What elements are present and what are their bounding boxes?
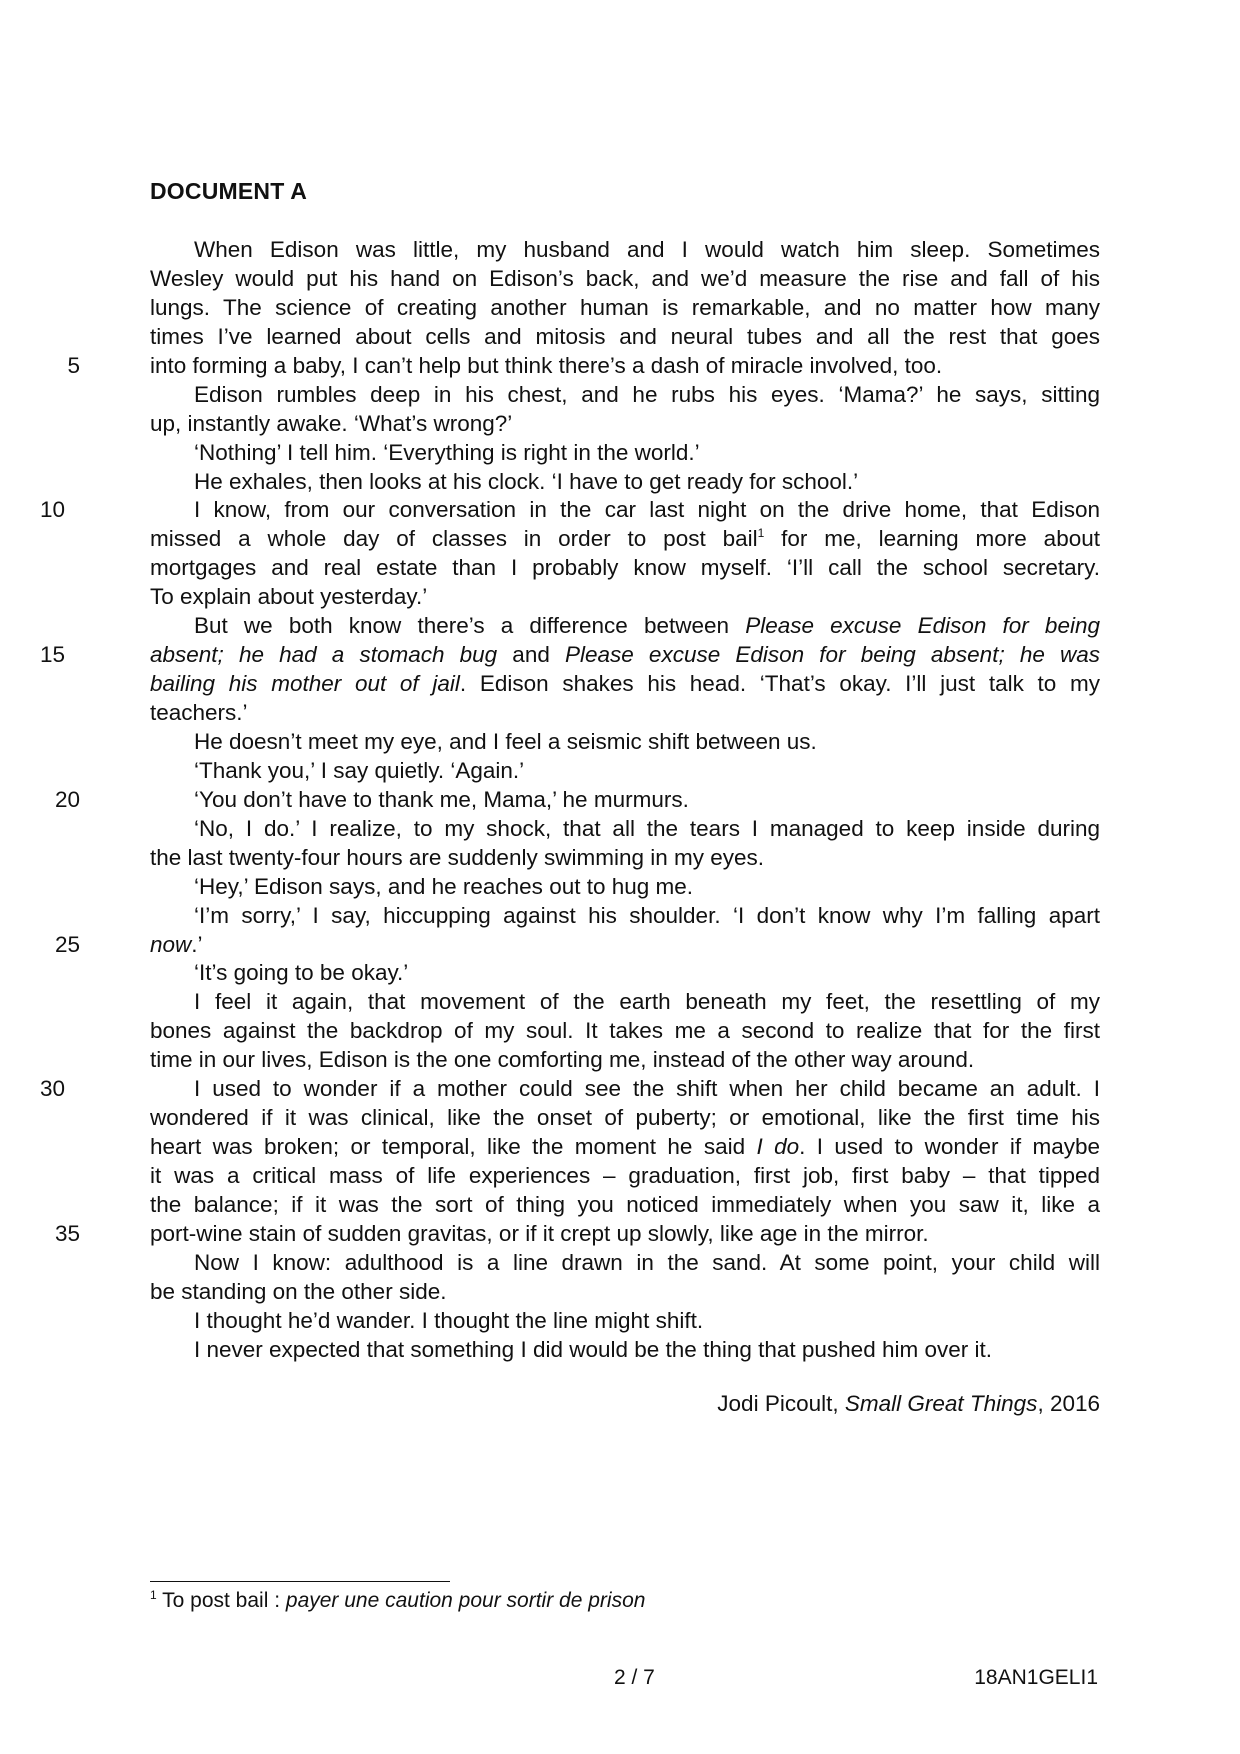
text-line: ‘I’m sorry,’ I say, hiccupping against his shoulder. ‘I don’t know why I’m falling apart [194,902,1100,928]
text-line: ‘It’s going to be okay.’ [194,960,409,986]
text-line: ‘Thank you,’ I say quietly. ‘Again.’ [194,757,525,783]
footnote: $^1$ To post bail : payer une caution pour sortir de prison [150,1588,646,1612]
text-line: up, instantly awake. ‘What’s wrong?’ [150,410,513,436]
text-line: 25 now.’ [150,931,1100,960]
text-line: I feel it again, that movement of the earth beneath my feet, the resettling of my [194,989,1100,1015]
text-line: He exhales, then looks at his clock. ‘I have to get ready for school.’ [194,468,859,494]
passage-text [40,236,1101,1365]
text-line: 35 port-wine stain of sudden gravitas, or if it crept up slowly, like age in the mirror. [150,1220,1100,1249]
text-line: the last twenty-four hours are suddenly swimming in my eyes. [150,844,765,870]
document-title: DOCUMENT A [150,178,308,204]
line-number: 30 [40,1076,66,1102]
text-line: lungs. The science of creating another human is remarkable, and no matter how many [150,294,1100,320]
text-line: 5 into forming a baby, I can’t help but think there’s a dash of miracle involved, too. [150,352,1100,381]
text-line: the balance; if it was the sort of thing you noticed immediately when you saw it, like a [150,1191,1100,1217]
footnote-divider [150,1581,450,1582]
text-line: ‘Nothing’ I tell him. ‘Everything is right in the world.’ [194,439,700,465]
text-line: When Edison was little, my husband and I would watch him sleep. Sometimes [194,237,1100,262]
text-line: I never expected that something I did would be the thing that pushed him over it. [194,1336,992,1362]
page-number: 2 / 7 [614,1666,655,1689]
text-line: be standing on the other side. [150,1278,447,1304]
text-line: I thought he’d wander. I thought the line might shift. [194,1307,704,1333]
text-line: ‘No, I do.’ I realize, to my shock, that all the tears I managed to keep inside during [194,815,1100,841]
text-line: bones against the backdrop of my soul. It takes me a second to realize that for the first [150,1018,1100,1044]
line-number: 5 [67,352,80,378]
text-line: teachers.’ [150,700,248,725]
text-line: time in our lives, Edison is the one comforting me, instead of the other way around. [150,1047,975,1073]
text-line: wondered if it was clinical, like the onset of puberty; or emotional, like the first time his [150,1105,1100,1131]
text-line: ‘Hey,’ Edison says, and he reaches out to hug me. [194,873,694,899]
text-line: it was a critical mass of life experiences – graduation, first job, first baby – that tipped [150,1163,1100,1188]
text-line: times I’ve learned about cells and mitosis and neural tubes and all the rest that goes [150,323,1100,349]
text-line: But we both know there’s a difference between Please excuse Edison for being [194,613,1100,639]
text-line: mortgages and real estate than I probably know myself. ‘I’ll call the school secretary. [150,555,1100,581]
line-number: 15 [40,642,66,668]
text-line: 10 I know, from our conversation in the car last night on the drive home, that Edison [150,496,1100,525]
text-line: Wesley would put his hand on Edison’s back, and we’d measure the rise and fall of his [150,265,1100,291]
text-line: missed a whole day of classes in order to post bail$^1$ for me, learning more about [150,526,1100,552]
text-line: To explain about yesterday.’ [150,584,428,610]
text-line: heart was broken; or temporal, like the moment he said I do. I used to wonder if maybe [150,1134,1100,1160]
text-line: Edison rumbles deep in his chest, and he rubs his eyes. ‘Mama?’ he says, sitting [194,381,1100,407]
text-line: bailing his mother out of jail. Edison shakes his head. ‘That’s okay. I’ll just talk to my [150,671,1100,697]
text-line: Now I know: adulthood is a line drawn in the sand. At some point, your child will [194,1249,1100,1275]
text-line: 15 absent; he had a stomach bug and Please excuse Edison for being absent; he was [150,641,1100,670]
footnote-marker: 1 [757,526,765,541]
text-line: 30 I used to wonder if a mother could see the shift when her child became an adult. I [150,1075,1100,1104]
document-code: 18AN1GELI1 [974,1666,1098,1689]
text-line: 20 ‘You don’t have to thank me, Mama,’ he murmurs. [150,786,1100,815]
line-number: 35 [54,1220,80,1246]
line-number: 20 [54,786,80,812]
text-line: He doesn’t meet my eye, and I feel a seismic shift between us. [194,728,817,754]
source-attribution: Jodi Picoult, Small Great Things, 2016 [717,1391,1100,1416]
line-number: 25 [54,931,80,957]
line-number: 10 [40,497,66,523]
